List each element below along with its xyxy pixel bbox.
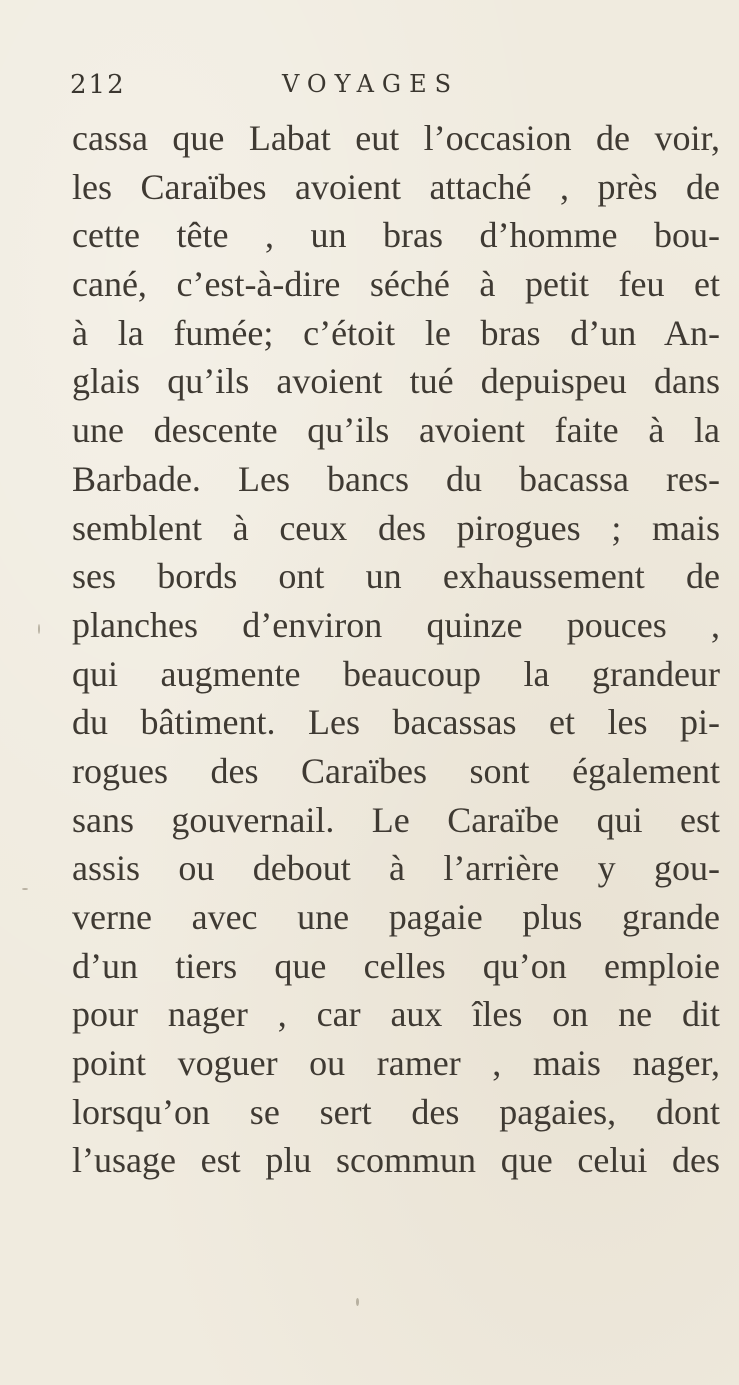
text-line: du bâtiment. Les bacassas et les pi- <box>72 702 720 743</box>
text-line: cassa que Labat eut l’occasion de voir, <box>72 118 720 158</box>
text-line: une descente qu’ils avoient faite à la <box>72 410 720 451</box>
text-line: glais qu’ils avoient tué depuispeu dans <box>72 361 720 402</box>
paper-speck <box>356 1298 359 1306</box>
text-line: semblent à ceux des pirogues ; mais <box>72 507 720 548</box>
text-line: qui augmente beaucoup la grandeur <box>72 653 720 694</box>
text-line: assis ou debout à l’arrière y gou- <box>72 848 720 889</box>
page-number: 212 <box>70 70 126 100</box>
running-head: VOYAGES <box>282 70 460 98</box>
text-line: sans gouvernail. Le Caraïbe qui est <box>72 799 720 840</box>
text-line: ses bords ont un exhaussement de <box>72 556 720 597</box>
text-line: à la fumée; c’étoit le bras d’un An- <box>72 312 720 353</box>
text-line: lorsqu’on se sert des pagaies, dont <box>72 1091 720 1132</box>
text-line: pour nager , car aux îles on ne dit <box>72 994 720 1035</box>
text-line: les Caraïbes avoient attaché , près de <box>72 166 720 207</box>
text-line: point voguer ou ramer , mais nager, <box>72 1043 720 1084</box>
text-line: cette tête , un bras d’homme bou- <box>72 215 720 256</box>
text-line: Barbade. Les bancs du bacassa res- <box>72 458 720 499</box>
text-line: d’un tiers que celles qu’on emploie <box>72 945 720 986</box>
text-line: planches d’environ quinze pouces , <box>72 604 720 645</box>
page-header <box>70 64 670 104</box>
text-line: rogues des Caraïbes sont également <box>72 750 720 791</box>
text-line: l’usage est plu scommun que celui des <box>72 1140 720 1181</box>
text-line: cané, c’est-à-dire séché à petit feu et <box>72 264 720 305</box>
paper-speck <box>22 888 28 890</box>
text-line: verne avec une pagaie plus grande <box>72 897 720 937</box>
body-text <box>72 114 720 1185</box>
paper-speck <box>38 624 40 634</box>
